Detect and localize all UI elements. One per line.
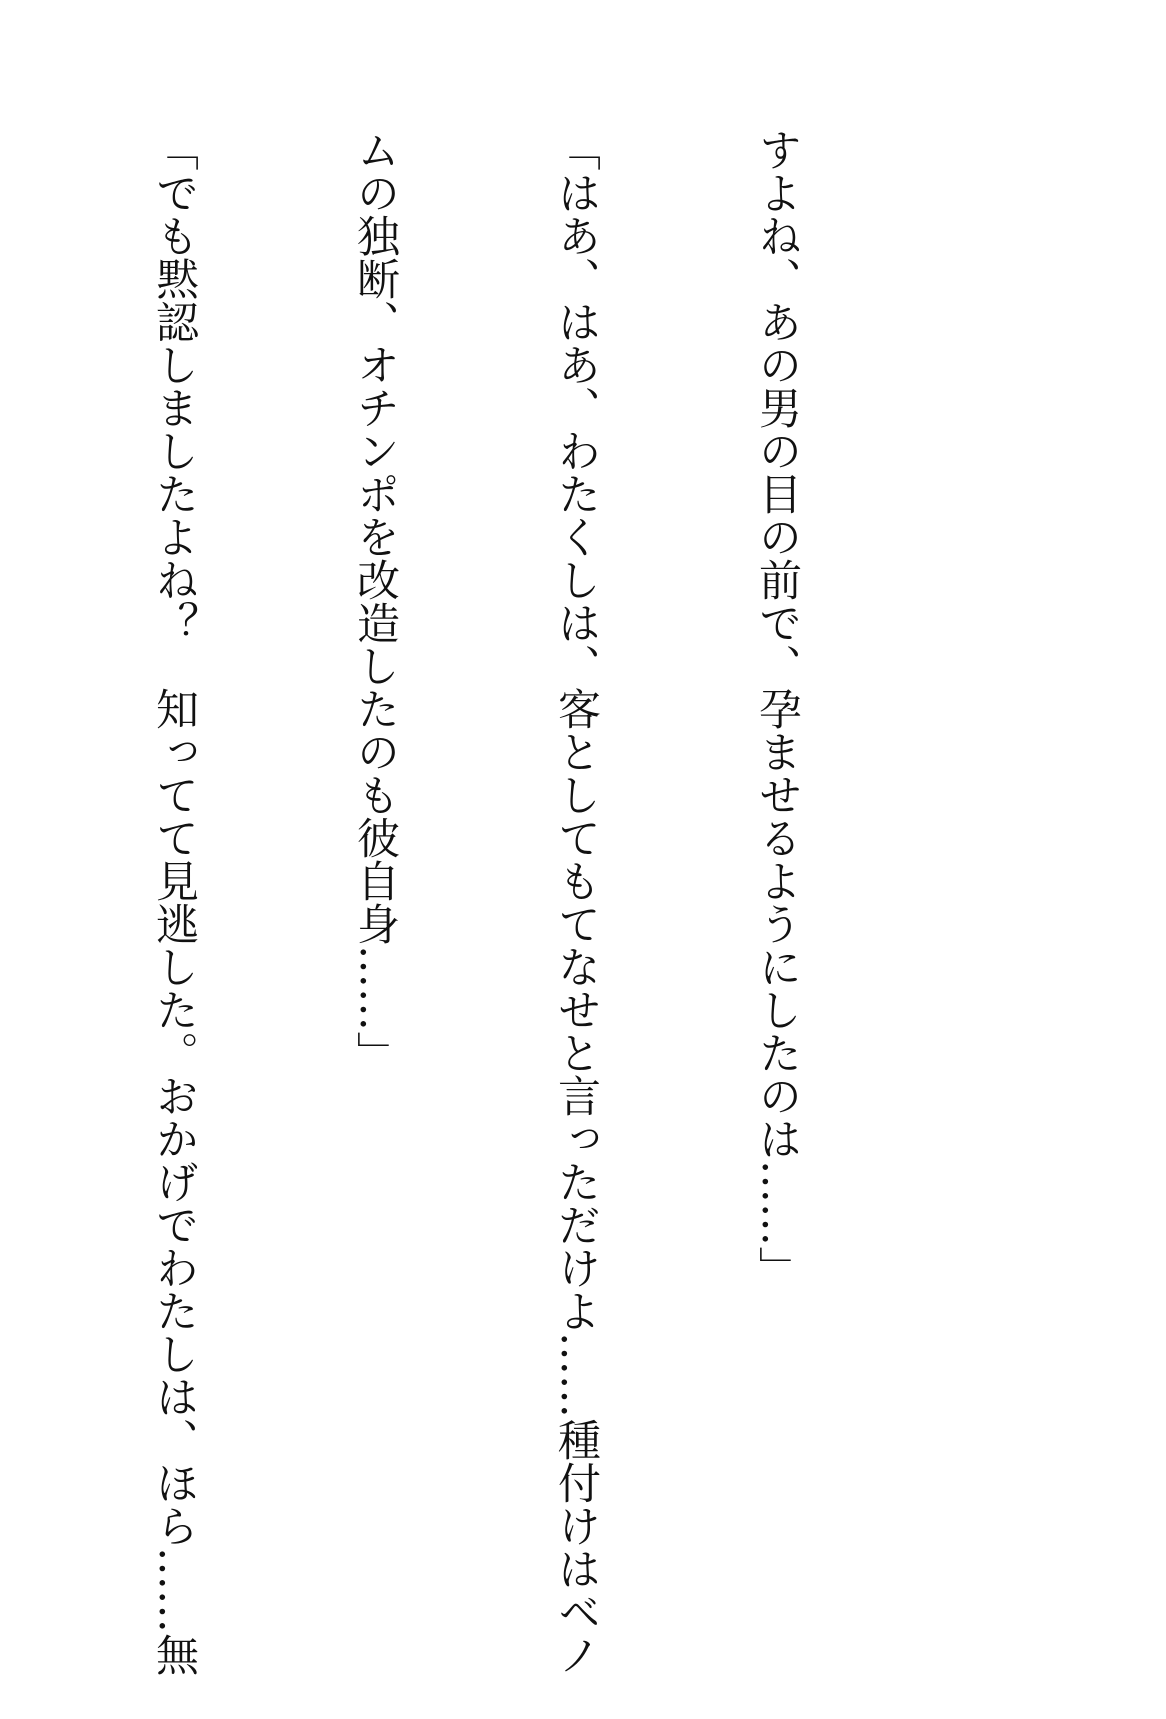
text-line: 「はあ、はあ、わたくしは、客としてもてなせと言っただけよ……種付けはベノ <box>551 128 601 1676</box>
text-line <box>0 128 6 1578</box>
vertical-text-body <box>0 128 944 1676</box>
text-line: すよね、あの男の目の前で、孕ませるようにしたのは……」 <box>752 128 802 1289</box>
text-line: ムの独断、オチンポを改造したのも彼自身……」 <box>350 128 400 1074</box>
text-line: 「でも黙認しましたよね？ 知ってて見逃した。おかげでわたしは、ほら……無 <box>149 128 199 1676</box>
